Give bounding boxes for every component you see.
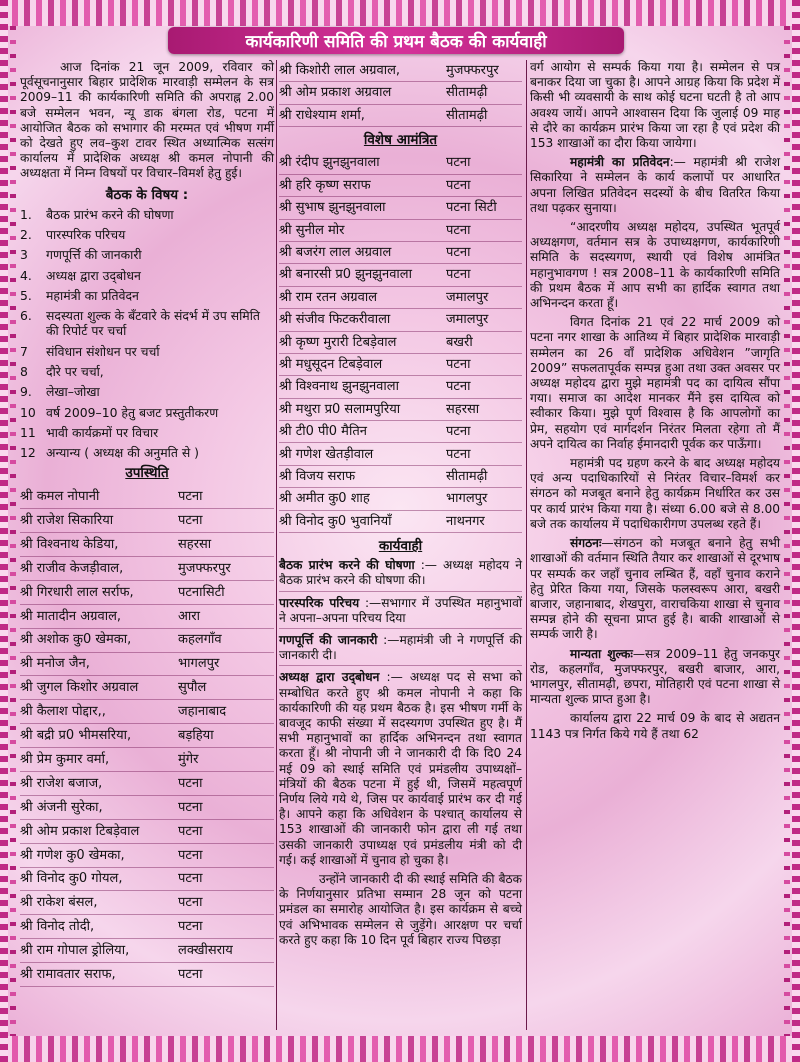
attendee-place: नाथनगर [446, 513, 485, 529]
agenda-item [20, 405, 274, 420]
special-invitee-row [279, 399, 522, 421]
attendee-place: पटना [446, 177, 471, 193]
attendee-place: भागलपुर [446, 491, 488, 507]
attendee-place: जहानाबाद [178, 704, 227, 720]
attendee-place: पटना [178, 823, 203, 839]
attendee-place: पटनासिटी [178, 584, 225, 600]
attendee-name: श्री ओम प्रकाश टिबड़ेवाल [20, 823, 140, 839]
attendee-name: श्री मथुरा प्र0 सलामपुरिया [279, 401, 401, 417]
section-introductions [279, 596, 522, 629]
section-organisation [530, 536, 780, 642]
attendee-place: पटना [178, 513, 203, 529]
special-invitee-row [279, 354, 522, 376]
attendee-place: भागलपुर [178, 656, 220, 672]
attendee-row [20, 748, 274, 772]
decorative-border-right [792, 0, 800, 1062]
attendee-list [20, 485, 274, 987]
attendee-row [279, 105, 522, 127]
attendee-name: श्री मातादीन अग्रवाल, [20, 608, 122, 624]
attendee-place: पटना [446, 245, 471, 261]
column-divider [276, 60, 277, 1030]
section-quorum-text: :—महामंत्री जी ने गणपूर्त्ति की जानकारी दी। [279, 633, 522, 663]
attendee-place: जमालपुर [446, 312, 489, 328]
section-organisation-title: संगठनः [570, 536, 602, 551]
attendee-place: पटना [178, 895, 203, 911]
agenda-item-number: 7 [20, 343, 28, 359]
column-divider [526, 60, 527, 1030]
attendee-place: सहरसा [178, 536, 212, 552]
agenda-item-text: गणपूर्त्ति की जानकारी [46, 247, 142, 263]
report-paragraph-letters: कार्यालय द्वारा 22 मार्च 09 के बाद से अद्यतन 1143 पत्र निर्गत किये गये हैं तथा 62 [530, 711, 780, 741]
attendee-row [20, 581, 274, 605]
attendee-place: सीतामढ़ी [446, 85, 488, 101]
attendee-name: श्री मधुसूदन टिबड़ेवाल [279, 356, 383, 372]
attendee-name: श्री ओम प्रकाश अग्रवाल [279, 85, 392, 101]
attendee-place: आरा [178, 608, 200, 624]
agenda-item-text: बैठक प्रारंभ करने की घोषणा [46, 206, 174, 222]
special-invitee-row [279, 175, 522, 197]
attendee-name: श्री अंजनी सुरेका, [20, 799, 103, 815]
section-opening [279, 558, 522, 591]
agenda-item-text: महामंत्री का प्रतिवेदन [46, 288, 139, 304]
attendee-row [20, 868, 274, 892]
decorative-vine-right [784, 26, 790, 1036]
attendee-place: जमालपुर [446, 289, 489, 305]
attendee-name: श्री राम गोपाल ड्रोलिया, [20, 943, 130, 959]
attendee-row [20, 629, 274, 653]
section-president-address [279, 670, 522, 868]
agenda-item-text: अन्यान्य ( अध्यक्ष की अनुमति से ) [46, 445, 199, 461]
attendee-name: श्री कमल नोपानी [20, 489, 100, 505]
attendee-name: श्री जुगल किशोर अग्रवाल [20, 680, 139, 696]
attendee-name: श्री अमीत कु0 शाह [279, 491, 370, 507]
attendee-row [279, 60, 522, 82]
report-paragraph-address: “आदरणीय अध्यक्ष महोदय, उपस्थित भूतपूर्व अध्यक्षगण, वर्तमान सत्र के उपाध्यक्षगण, कार्यकारिणी समिति के सदस्यगण, स्थायी एवं विशेष आमंत्रित महानुभावगण ! सत्र 2008–11 के कार्यकारिणी समिति की प्रथम बैठक में आप सभी का हार्दिक स्वागत तथा अभिनन्दन करता हूँ। [530, 220, 780, 311]
column-3 [530, 60, 780, 746]
attendee-row [20, 700, 274, 724]
attendee-name: श्री हरि कृष्ण सराफ [279, 177, 371, 193]
attendee-row [20, 915, 274, 939]
attendee-name: श्री कृष्ण मुरारी टिबड़ेवाल [279, 334, 397, 350]
attendee-place: पटना [446, 379, 471, 395]
president-address-paragraph-2: उन्होंने जानकारी दी की स्थाई समिति की बैठक के निर्णयानुसार प्रतिभा सम्मान 28 जून को पटना प्रमंडल का समारोह आयोजित है। इस कार्यक्रम से बच्चे एवं अभिभावक सम्मेलन से जुड़ेंगे। आरक्षण पर चर्चा करते हुए कहा कि 10 दिन पूर्व बिहार राज्य पिछड़ा [279, 872, 522, 947]
section-secretary-report-title: महामंत्री का प्रतिवेदन [570, 155, 670, 170]
agenda-item-text: संविधान संशोधन पर चर्चा [46, 343, 160, 359]
agenda-item-number: 4. [20, 267, 32, 283]
special-invitee-row [279, 511, 522, 533]
section-quorum-title: गणपूर्त्ति की जानकारी [279, 633, 378, 648]
attendee-name: श्री राजीव केजड़ीवाल, [20, 560, 124, 576]
agenda-item-text: वर्ष 2009–10 हेतु बजट प्रस्तुतीकरण [46, 404, 219, 420]
special-invitees-list [279, 152, 522, 533]
attendee-place: पटना [178, 847, 203, 863]
attendee-place: पटना [178, 966, 203, 982]
special-invitee-row [279, 488, 522, 510]
attendee-row [20, 796, 274, 820]
agenda-item-number: 6. [20, 308, 32, 324]
attendee-place: पटना [446, 424, 471, 440]
attendee-row [20, 820, 274, 844]
attendee-place: पटना [446, 356, 471, 372]
attendee-name: श्री प्रेम कुमार वर्मा, [20, 751, 110, 767]
decorative-vine-left [10, 26, 16, 1036]
agenda-item [20, 308, 274, 338]
attendee-name: श्री गणेश खेतड़ीवाल [279, 446, 374, 462]
agenda-item [20, 227, 274, 242]
agenda-item-number: 1. [20, 206, 32, 222]
agenda-item [20, 445, 274, 460]
agenda-item [20, 344, 274, 359]
page-title: कार्यकारिणी समिति की प्रथम बैठक की कार्यवाही [245, 32, 547, 52]
attendee-name: श्री अशोक कु0 खेमका, [20, 632, 132, 648]
attendee-place: पटना [178, 489, 203, 505]
agenda-item [20, 364, 274, 379]
agenda-item-text: दौरे पर चर्चा, [46, 363, 104, 379]
special-invitee-row [279, 197, 522, 219]
agenda-item [20, 288, 274, 303]
attendee-place: सहरसा [446, 401, 480, 417]
attendee-list-continued [279, 60, 522, 127]
special-invitee-row [279, 242, 522, 264]
attendee-name: श्री सुनील मोर [279, 222, 345, 238]
section-opening-text: :— अध्यक्ष महोदय ने बैठक प्रारंभ करने की घोषणा की। [279, 558, 523, 588]
special-invitees-heading: विशेष आमंत्रित [363, 132, 438, 149]
section-introductions-text: :—सभागार में उपस्थित महानुभावों ने अपना–अपना परिचय दिया [279, 595, 523, 625]
attendee-row [20, 939, 274, 963]
report-paragraph-work: महामंत्री पद ग्रहण करने के बाद अध्यक्ष महोदय एवं अन्य पदाधिकारियों से निरंतर विचार–विमर्श कर संगठन को मजबूत बनाने हेतु कार्यक्रम निर्धारित कर उस पर कार्य प्रारंभ किया गया है। संध्या 6.00 बजे से 8.00 बजे तक कार्यालय में पदाधिकारीगण उपलब्ध रहते हैं। [530, 456, 780, 531]
attendee-row [20, 485, 274, 509]
agenda-item-number: 12 [20, 445, 36, 461]
special-invitee-row [279, 220, 522, 242]
attendee-row [20, 963, 274, 987]
special-invitee-row [279, 421, 522, 443]
attendee-name: श्री विनोद तोदी, [20, 919, 95, 935]
attendee-name: श्री गणेश कु0 खेमका, [20, 847, 125, 863]
attendee-place: मुजफ्फरपुर [446, 63, 499, 79]
special-invitee-row [279, 332, 522, 354]
attendee-row [20, 772, 274, 796]
agenda-item-text: अध्यक्ष द्वारा उद्‌बोधन [46, 267, 141, 283]
agenda-item-number: 3 [20, 247, 28, 263]
section-opening-title: बैठक प्रारंभ करने की घोषणा [279, 558, 415, 573]
section-organisation-text: —संगठन को मजबूत बनाने हेतु सभी शाखाओं की वर्तमान स्थिति तैयार कर शाखाओं से दूरभाष पर सम्पर्क कर जहाँ चुनाव लम्बित हैं, वहाँ चुनाव कराने हेतु प्रेरित किया गया, जिसके फलस्वरूप आरा, बखरी बाजार, जहानाबाद, शेखपुरा, वाराचकिया शाखा से चुनाव सम्पन्न होने की सूचना प्राप्त हुई है। बाकी शाखाओं से सम्पर्क जारी है। [530, 536, 780, 642]
attendee-place: लक्खीसराय [178, 943, 233, 959]
section-recognition-fee-text: —सत्र 2009–11 हेतु जनकपुर रोड, कहलगाँव, मुजफ्फरपुर, बखरी बाजार, आरा, भागलपुर, सीतामढ़ी, छपरा, मोतिहारी एवं पटना शाखा से मान्यता शुल्क प्राप्त हुआ है। [530, 646, 781, 707]
attendee-name: श्री राधेश्याम शर्मा, [279, 107, 365, 123]
attendee-name: श्री विजय सराफ [279, 468, 356, 484]
attendee-row [279, 82, 522, 104]
agenda-item [20, 268, 274, 283]
attendee-name: श्री राजेश बजाज, [20, 775, 103, 791]
section-secretary-report [530, 155, 780, 216]
attendee-name: श्री विनोद कु0 गोयल, [20, 871, 123, 887]
agenda-item-text: सदस्यता शुल्क के बँटवारे के संदर्भ में उप समिति की रिपोर्ट पर चर्चा [46, 308, 260, 339]
attendee-place: कहलगाँव [178, 632, 222, 648]
special-invitee-row [279, 466, 522, 488]
attendee-name: श्री बद्री प्र0 भीमसरिया, [20, 728, 132, 744]
agenda-item-text: पारस्परिक परिचय [46, 227, 126, 243]
agenda-item-number: 9. [20, 384, 32, 400]
report-paragraph-convention: विगत दिनांक 21 एवं 22 मार्च 2009 को पटना नगर शाखा के आतिथ्य में बिहार प्रादेशिक मारवाड़ी सम्मेलन का 26 वाँ प्रादेशिक अधिवेशन ”जागृति 2009” सफलतापूर्वक सम्पन्न हुआ तथा उक्त अवसर पर अध्यक्ष महोदय द्वारा मुझे महामंत्री पद का दायित्व सौंपा गया। समाज का आदेश मानकर मैंने इस दायित्व को स्वीकार किया। मुझे पूर्ण विश्वास है कि आपलोगों का प्रेम, सहयोग एवं मार्गदर्शन निरंतर मिलता रहेगा तो मैं अपने दायित्व का निर्वाह ईमानदारी पूर्वक कर पाऊँगा। [530, 315, 780, 451]
attendee-name: श्री विश्वनाथ केडिया, [20, 536, 119, 552]
attendee-place: पटना [178, 775, 203, 791]
attendee-place: पटना [178, 919, 203, 935]
special-invitee-row [279, 376, 522, 398]
attendee-name: श्री सुभाष झुनझुनवाला [279, 200, 386, 216]
special-invitee-row [279, 309, 522, 331]
attendee-name: श्री मनोज जैन, [20, 656, 90, 672]
agenda-item-text: लेखा–जोखा [46, 384, 100, 400]
attendee-name: श्री बनारसी प्र0 झुनझुनवाला [279, 267, 412, 283]
attendee-place: पटना [178, 871, 203, 887]
special-invitee-row [279, 264, 522, 286]
attendee-name: श्री संजीव फिटकरीवाला [279, 312, 391, 328]
attendee-place: पटना [446, 155, 471, 171]
attendee-row [20, 557, 274, 581]
proceedings-heading: कार्यवाही [378, 538, 423, 555]
attendee-name: श्री रंदीप झुनझुनवाला [279, 155, 380, 171]
attendee-place: मुंगेर [178, 751, 199, 767]
column-3-paragraph-1: वर्ग आयोग से सम्पर्क किया गया है। सम्मेलन से पत्र बनाकर दिया जा चुका है। आपने आग्रह किया कि प्रदेश में किसी भी व्यवसायी के साथ कोई घटना घटती है तो आप अवश्य जायें। आपने आश्वासन दिया कि जुलाई 09 माह से दौरे का कार्यक्रम प्रारंभ किया जा रहा है एवं प्रदेश की 153 शाखाओं का दौरा किया जायेगा। [530, 60, 780, 151]
attendee-name: श्री राम रतन अग्रवाल [279, 289, 378, 305]
agenda-list [20, 207, 274, 460]
agenda-heading: बैठक के विषय : [105, 186, 189, 203]
section-recognition-fee-title: मान्यता शुल्कः [570, 646, 633, 661]
agenda-item-number: 11 [20, 424, 36, 440]
decorative-border-left [0, 0, 8, 1062]
special-invitee-row [279, 443, 522, 465]
agenda-item-number: 5. [20, 288, 32, 304]
agenda-item-text: भावी कार्यक्रमों पर विचार [46, 424, 159, 440]
attendee-place: सुपौल [178, 680, 207, 696]
attendee-place: सीतामढ़ी [446, 107, 488, 123]
agenda-item [20, 207, 274, 222]
attendee-place: पटना [446, 446, 471, 462]
attendee-name: श्री राकेश बंसल, [20, 895, 98, 911]
attendee-name: श्री टी0 पी0 मैतिन [279, 424, 367, 440]
attendee-row [20, 653, 274, 677]
intro-paragraph: आज दिनांक 21 जून 2009, रविवार को पूर्वसूचनानुसार बिहार प्रादेशिक मारवाड़ी सम्मेलन के सत्र 2009–11 की कार्यकारिणी समिति की अपराह्न 2.00 बजे सम्मेलन भवन, न्यू डाक बंगला रोड, पटना में आयोजित बैठक को सभागार की मरम्मत एवं भीषण गर्मी को देखते हुए लव–कुश टावर स्थित अध्यात्मिक सत्संग कार्यालय में प्रादेशिक अध्यक्ष श्री कमल नोपानी की अध्यक्षता में निम्न विषयों पर विचार–विमर्श हेतु हुई। [20, 60, 274, 181]
agenda-item-number: 8 [20, 363, 28, 379]
attendee-row [20, 605, 274, 629]
section-president-address-title: अध्यक्ष द्वारा उद्‌बोधन [279, 670, 380, 685]
attendee-place: पटना [446, 267, 471, 283]
attendee-place: पटना सिटी [446, 200, 497, 216]
decorative-border-top [0, 0, 800, 26]
agenda-item [20, 384, 274, 399]
attendee-place: पटना [446, 222, 471, 238]
agenda-item-number: 2. [20, 227, 32, 243]
attendee-place: बड़हिया [178, 728, 214, 744]
attendee-name: श्री राजेश सिकारिया [20, 513, 114, 529]
attendee-name: श्री कैलाश पोद्दार,, [20, 704, 106, 720]
attendee-name: श्री विनोद कु0 भुवानियाँ [279, 513, 392, 529]
section-secretary-report-text: :— महामंत्री श्री राजेश सिकारिया ने सम्मेलन के कार्य कलापों पर आधारित अपना लिखित प्रतिवेदन सदस्यों के बीच वितरित किया तथा पढ़कर सुनाया। [530, 155, 780, 215]
attendee-place: सीतामढ़ी [446, 468, 488, 484]
section-introductions-title: पारस्परिक परिचय [279, 595, 360, 610]
attendee-row [20, 509, 274, 533]
attendee-name: श्री बजरंग लाल अग्रवाल [279, 245, 392, 261]
special-invitee-row [279, 152, 522, 174]
attendee-name: श्री विश्वनाथ झुनझुनवाला [279, 379, 399, 395]
column-2 [279, 60, 522, 952]
decorative-border-bottom [0, 1036, 800, 1062]
section-president-address-text: :— अध्यक्ष पद से सभा को सम्बोधित करते हुए श्री कमल नोपानी ने कहा कि कार्यकारिणी की यह प्रथम बैठक है। इस भीषण गर्मी के बावजूद काफी संख्या में सदस्यगण उपस्थित हुए है। मैं सभी महानुभावों का हार्दिक अभिनन्दन तथा स्वागत करता हूँ। श्री नोपानी जी ने जानकारी दी कि दि0 24 मई 09 को स्थाई समिति एवं प्रमंडलीय उपाध्यक्षों–मंत्रियों की बैठक पटना में हुई थी, जिसमें महत्वपूर्ण निर्णय लिये गये थे, जिस पर कार्यवाई प्रारंभ कर दी गई है। आपने कहा कि अधिवेशन के पश्चात् कार्यालय से 153 शाखाओं की जानकारी फोन द्वारा ली गई तथा उसकी जानकारी उपाध्यक्ष एवं प्रमंडलीय मंत्री को दी गई। कई शाखाओं में चुनाव हो चुका है। [279, 670, 522, 867]
attendee-place: पटना [178, 799, 203, 815]
attendee-row [20, 891, 274, 915]
agenda-item [20, 425, 274, 440]
attendee-row [20, 676, 274, 700]
attendee-row [20, 844, 274, 868]
page-title-banner [168, 27, 624, 54]
attendee-row [20, 533, 274, 557]
agenda-item-number: 10 [20, 404, 36, 420]
section-quorum [279, 633, 522, 666]
present-heading: उपस्थिति [125, 465, 169, 482]
attendee-name: श्री किशोरी लाल अग्रवाल, [279, 63, 401, 79]
attendee-place: बखरी [446, 334, 473, 350]
column-1 [20, 60, 274, 987]
attendee-place: मुजफ्फरपुर [178, 560, 231, 576]
section-recognition-fee [530, 647, 780, 708]
agenda-item [20, 247, 274, 262]
special-invitee-row [279, 287, 522, 309]
attendee-row [20, 724, 274, 748]
attendee-name: श्री रामावतार सराफ, [20, 966, 116, 982]
attendee-name: श्री गिरधारी लाल सर्राफ, [20, 584, 134, 600]
